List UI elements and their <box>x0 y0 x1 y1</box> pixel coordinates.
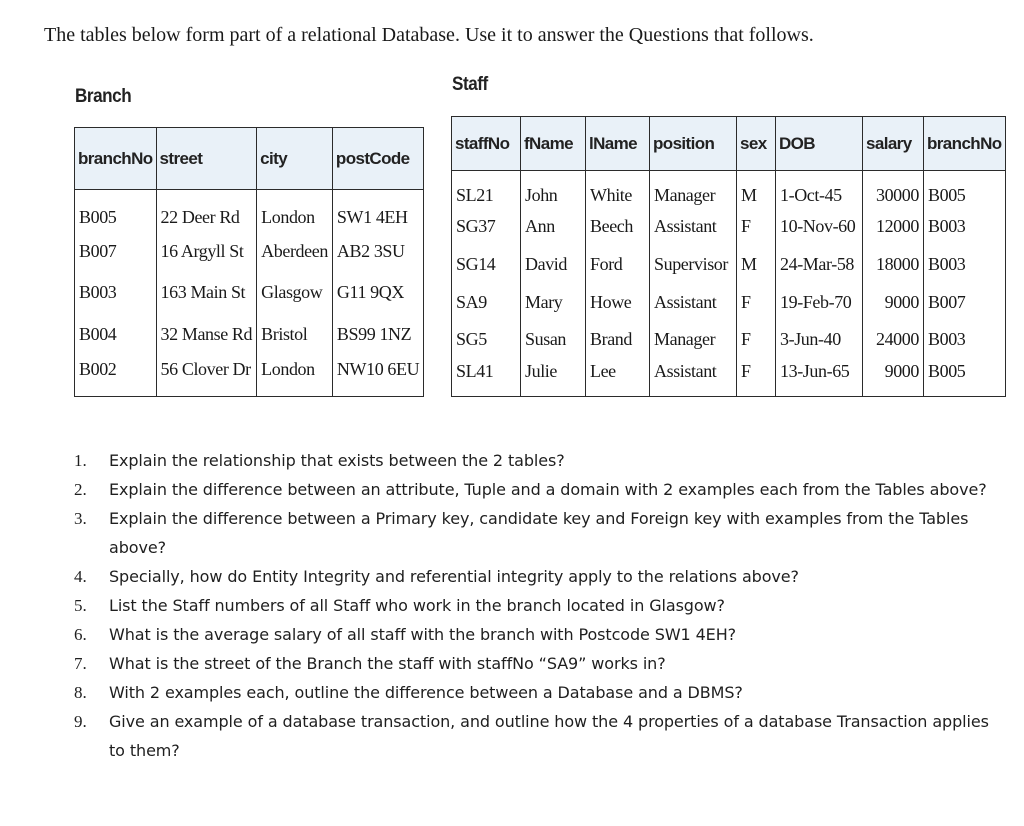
table-cell: M <box>737 246 776 284</box>
table-cell: 3-Jun-40 <box>776 321 863 359</box>
table-cell: Ann <box>521 208 586 246</box>
question-item <box>70 678 990 707</box>
table-row <box>452 171 1006 209</box>
table-cell: NW10 6EU <box>332 355 423 396</box>
table-row <box>452 246 1006 284</box>
table-row <box>75 190 424 231</box>
table-cell: John <box>521 171 586 209</box>
table-cell: SG5 <box>456 329 487 350</box>
table-cell: Assistant <box>650 283 737 321</box>
table-cell: 24000 <box>863 321 924 359</box>
table-row <box>75 355 424 396</box>
table-cell: G11 9QX <box>332 272 423 313</box>
staff-table-title: Staff <box>452 74 488 95</box>
question-number: 6. <box>74 625 87 644</box>
table-cell: Howe <box>586 283 650 321</box>
table-cell: White <box>586 171 650 209</box>
table-row <box>452 283 1006 321</box>
table-cell: B005 <box>924 359 1006 397</box>
table-row <box>75 272 424 313</box>
table-cell: 1-Oct-45 <box>776 171 863 209</box>
column-header: branchNo <box>75 128 157 190</box>
question-list <box>70 446 990 765</box>
branch-table <box>74 127 424 397</box>
question-text: Explain the difference between an attribute, Tuple and a domain with 2 examples each from the Tables above? <box>109 480 987 499</box>
table-cell: 32 Manse Rd <box>156 314 257 355</box>
table-cell: SW1 4EH <box>332 190 423 231</box>
table-cell: Aberdeen <box>257 231 333 272</box>
question-item <box>70 707 990 765</box>
table-cell: Julie <box>521 359 586 397</box>
table-cell: Supervisor <box>650 246 737 284</box>
column-header: staffNo <box>452 117 521 171</box>
table-cell: London <box>257 190 333 231</box>
table-cell: SL21 <box>456 185 494 206</box>
table-cell: David <box>521 246 586 284</box>
table-cell: B004 <box>79 323 117 344</box>
table-cell: 30000 <box>863 171 924 209</box>
table-cell: London <box>257 355 333 396</box>
column-header: street <box>156 128 257 190</box>
table-cell: B007 <box>924 283 1006 321</box>
question-item <box>70 446 990 475</box>
question-text: What is the average salary of all staff with the branch with Postcode SW1 4EH? <box>109 625 737 644</box>
table-cell: 19-Feb-70 <box>776 283 863 321</box>
table-cell: BS99 1NZ <box>332 314 423 355</box>
question-item <box>70 475 990 504</box>
question-number: 1. <box>74 451 87 470</box>
table-cell: Assistant <box>650 359 737 397</box>
table-cell: Brand <box>586 321 650 359</box>
table-cell: Assistant <box>650 208 737 246</box>
table-cell: F <box>737 359 776 397</box>
table-cell: F <box>737 208 776 246</box>
table-cell: B007 <box>79 241 117 262</box>
table-cell: F <box>737 283 776 321</box>
table-cell: 9000 <box>863 283 924 321</box>
table-cell: SG37 <box>456 216 496 237</box>
question-number: 7. <box>74 654 87 673</box>
intro-text: The tables below form part of a relational Database. Use it to answer the Questions that follows. <box>44 24 814 46</box>
question-number: 3. <box>74 509 87 528</box>
table-cell: 10-Nov-60 <box>776 208 863 246</box>
table-row <box>452 208 1006 246</box>
question-item <box>70 504 990 562</box>
question-text: Specially, how do Entity Integrity and referential integrity apply to the relations above? <box>109 567 799 586</box>
table-cell: B002 <box>79 359 117 380</box>
table-cell: B003 <box>924 246 1006 284</box>
branch-table-title: Branch <box>75 86 132 107</box>
question-number: 4. <box>74 567 87 586</box>
question-number: 9. <box>74 712 87 731</box>
table-cell: SA9 <box>456 291 487 312</box>
table-cell: 9000 <box>863 359 924 397</box>
column-header: city <box>257 128 333 190</box>
table-cell: Ford <box>586 246 650 284</box>
table-row <box>452 321 1006 359</box>
question-item <box>70 562 990 591</box>
question-text: With 2 examples each, outline the difference between a Database and a DBMS? <box>109 683 743 702</box>
table-cell: 13-Jun-65 <box>776 359 863 397</box>
column-header: salary <box>863 117 924 171</box>
staff-table <box>451 116 1006 397</box>
table-cell: 12000 <box>863 208 924 246</box>
table-cell: 22 Deer Rd <box>156 190 257 231</box>
question-number: 8. <box>74 683 87 702</box>
branch-header-row <box>75 128 424 190</box>
table-cell: B003 <box>924 208 1006 246</box>
table-cell: B003 <box>924 321 1006 359</box>
table-cell: 163 Main St <box>156 272 257 313</box>
question-item <box>70 620 990 649</box>
table-cell: B003 <box>79 282 117 303</box>
table-row <box>452 359 1006 397</box>
table-cell: SL41 <box>456 360 494 381</box>
table-cell: Bristol <box>257 314 333 355</box>
column-header: branchNo <box>924 117 1006 171</box>
table-cell: Manager <box>650 171 737 209</box>
column-header: DOB <box>776 117 863 171</box>
table-cell: Glasgow <box>257 272 333 313</box>
table-cell: Susan <box>521 321 586 359</box>
table-cell: SG14 <box>456 254 496 275</box>
table-cell: 56 Clover Dr <box>156 355 257 396</box>
table-cell: B005 <box>924 171 1006 209</box>
table-row <box>75 314 424 355</box>
table-cell: Manager <box>650 321 737 359</box>
table-cell: Lee <box>586 359 650 397</box>
table-cell: Beech <box>586 208 650 246</box>
table-cell: M <box>737 171 776 209</box>
table-cell: F <box>737 321 776 359</box>
table-cell: B005 <box>79 206 117 227</box>
table-cell: 24-Mar-58 <box>776 246 863 284</box>
staff-header-row <box>452 117 1006 171</box>
question-number: 5. <box>74 596 87 615</box>
column-header: sex <box>737 117 776 171</box>
table-cell: Mary <box>521 283 586 321</box>
question-item <box>70 649 990 678</box>
column-header: postCode <box>332 128 423 190</box>
question-item <box>70 591 990 620</box>
column-header: fName <box>521 117 586 171</box>
question-text: What is the street of the Branch the staff with staffNo “SA9” works in? <box>109 654 666 673</box>
question-text: Give an example of a database transaction, and outline how the 4 properties of a database Transaction applies to them? <box>109 712 989 760</box>
question-text: Explain the relationship that exists between the 2 tables? <box>109 451 565 470</box>
question-number: 2. <box>74 480 87 499</box>
table-cell: AB2 3SU <box>332 231 423 272</box>
column-header: position <box>650 117 737 171</box>
column-header: lName <box>586 117 650 171</box>
question-text: Explain the difference between a Primary key, candidate key and Foreign key with examples from the Tables above? <box>109 509 969 557</box>
table-cell: 18000 <box>863 246 924 284</box>
question-text: List the Staff numbers of all Staff who work in the branch located in Glasgow? <box>109 596 725 615</box>
table-row <box>75 231 424 272</box>
table-cell: 16 Argyll St <box>156 231 257 272</box>
